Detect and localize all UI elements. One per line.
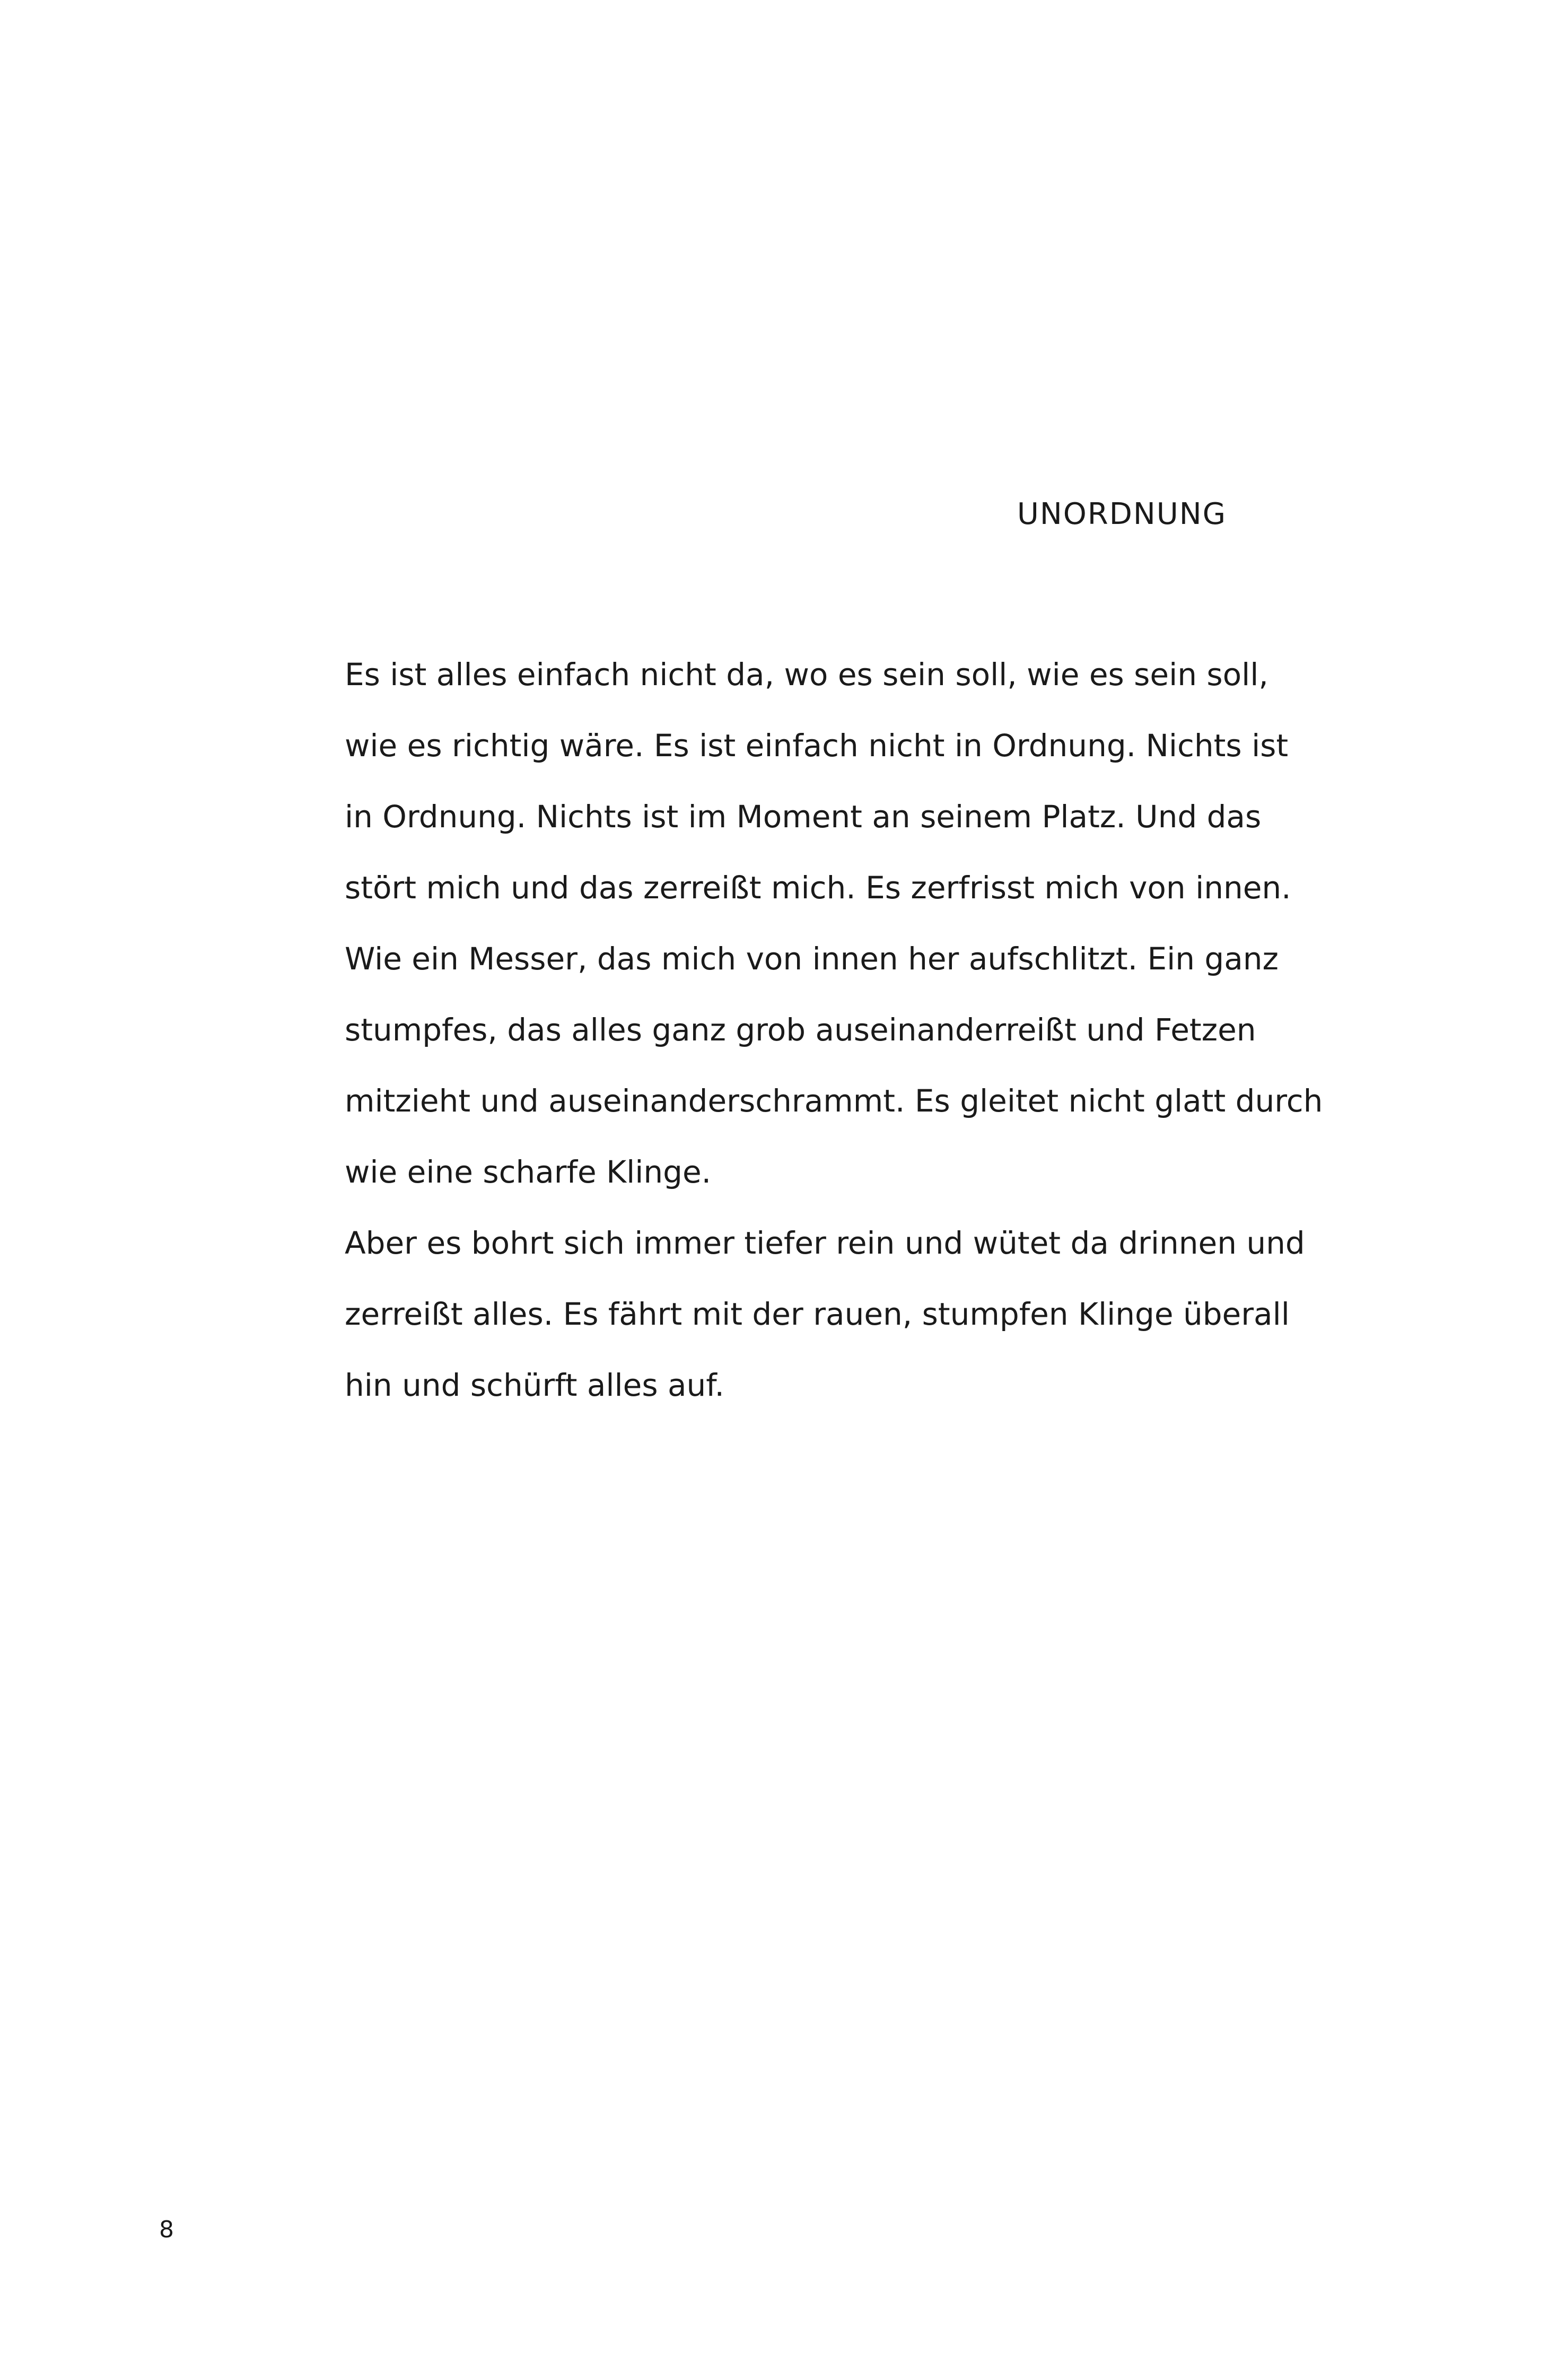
chapter-body bbox=[345, 639, 1323, 1421]
text-line: in Ordnung. Nichts ist im Moment an seinem Platz. Und das bbox=[345, 799, 1262, 835]
text-line: Es ist alles einfach nicht da, wo es sein soll, wie es sein soll, bbox=[345, 657, 1268, 693]
text-line: Aber es bohrt sich immer tiefer rein und wütet da drinnen und bbox=[345, 1225, 1305, 1261]
text-line: stört mich und das zerreißt mich. Es zerfrisst mich von innen. bbox=[345, 870, 1291, 906]
text-line: zerreißt alles. Es fährt mit der rauen, stumpfen Klinge überall bbox=[345, 1296, 1290, 1332]
page-number: 8 bbox=[159, 2216, 174, 2243]
text-line: wie es richtig wäre. Es ist einfach nicht in Ordnung. Nichts ist bbox=[345, 728, 1289, 764]
text-line: hin und schürft alles auf. bbox=[345, 1367, 724, 1403]
text-line: wie eine scharfe Klinge. bbox=[345, 1154, 712, 1190]
text-line: mitzieht und auseinanderschrammt. Es gleitet nicht glatt durch bbox=[345, 1083, 1323, 1119]
chapter-title: UNORDNUNG bbox=[1017, 497, 1227, 531]
text-line: Wie ein Messer, das mich von innen her aufschlitzt. Ein ganz bbox=[345, 941, 1279, 977]
text-line: stumpfes, das alles ganz grob auseinanderreißt und Fetzen bbox=[345, 1012, 1256, 1048]
